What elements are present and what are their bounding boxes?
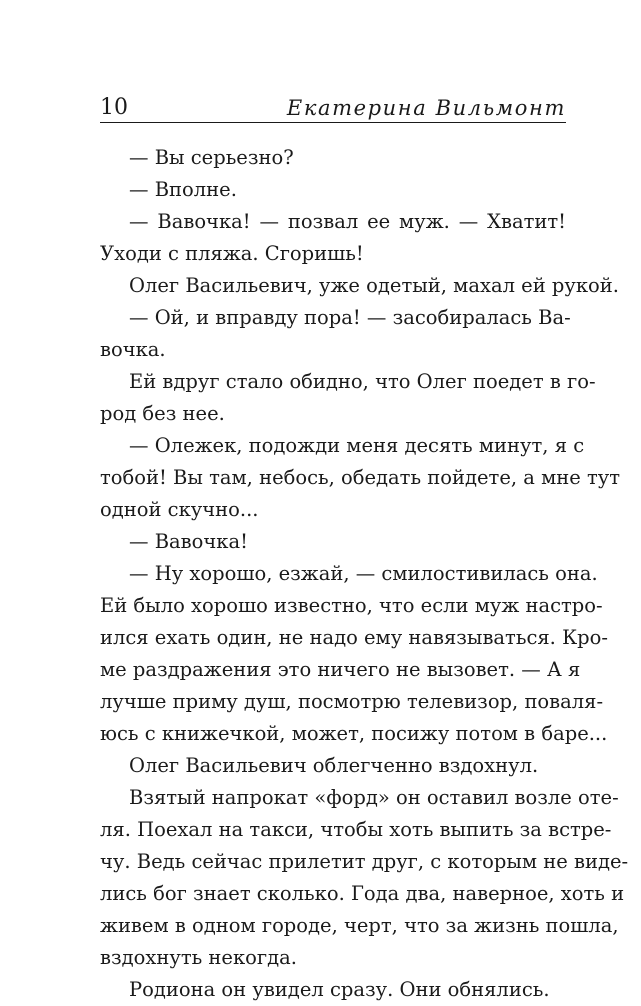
body-text xyxy=(100,142,629,1006)
text-line: лучше приму душ, посмотрю телевизор, поваля- xyxy=(100,690,604,713)
text-line: Родиона он увидел сразу. Они обнялись. xyxy=(129,978,550,1001)
text-line: — Вполне. xyxy=(129,178,237,201)
text-line: чу. Ведь сейчас прилетит друг, с которым не виде- xyxy=(100,850,629,873)
running-head xyxy=(100,84,566,122)
text-line: Олег Васильевич, уже одетый, махал ей рукой. xyxy=(129,274,619,297)
text-line: ме раздражения это ничего не вызовет. — А я xyxy=(100,658,581,681)
running-title: Екатерина Вильмонт xyxy=(286,96,566,120)
text-line: Уходи с пляжа. Сгоришь! xyxy=(100,242,364,265)
text-line: лись бог знает сколько. Года два, наверное, хоть и xyxy=(100,882,625,905)
text-line: тобой! Вы там, небось, обедать пойдете, а мне тут xyxy=(100,466,621,489)
header-rule xyxy=(100,122,566,123)
text-line: — Ой, и вправду пора! — засобиралась Ва- xyxy=(129,306,571,329)
text-line: Ей было хорошо известно, что если муж настро- xyxy=(100,594,603,617)
text-line: род без нее. xyxy=(100,402,225,425)
text-line: Взятый напрокат «форд» он оставил возле оте- xyxy=(129,786,619,809)
text-line: — Вавочка! xyxy=(129,530,248,553)
text-line: — Ну хорошо, езжай, — смилостивилась она. xyxy=(129,562,598,585)
text-line: живем в одном городе, черт, что за жизнь пошла, xyxy=(100,914,619,937)
text-line: вочка. xyxy=(100,338,166,361)
text-line: ился ехать один, не надо ему навязываться. Кро- xyxy=(100,626,608,649)
text-line: вздохнуть некогда. xyxy=(100,946,297,969)
text-line: одной скучно... xyxy=(100,498,259,521)
page-number: 10 xyxy=(100,95,128,120)
text-line: юсь с книжечкой, может, посижу потом в баре... xyxy=(100,722,608,745)
text-line: — Вавочка! — позвал ее муж. — Хватит! xyxy=(129,210,566,233)
text-line: Ей вдруг стало обидно, что Олег поедет в го- xyxy=(129,370,596,393)
text-line: — Олежек, подожди меня десять минут, я с xyxy=(129,434,585,457)
text-line: Олег Васильевич облегченно вздохнул. xyxy=(129,754,539,777)
text-line: ля. Поехал на такси, чтобы хоть выпить за встре- xyxy=(100,818,612,841)
text-line: — Вы серьезно? xyxy=(129,146,294,169)
